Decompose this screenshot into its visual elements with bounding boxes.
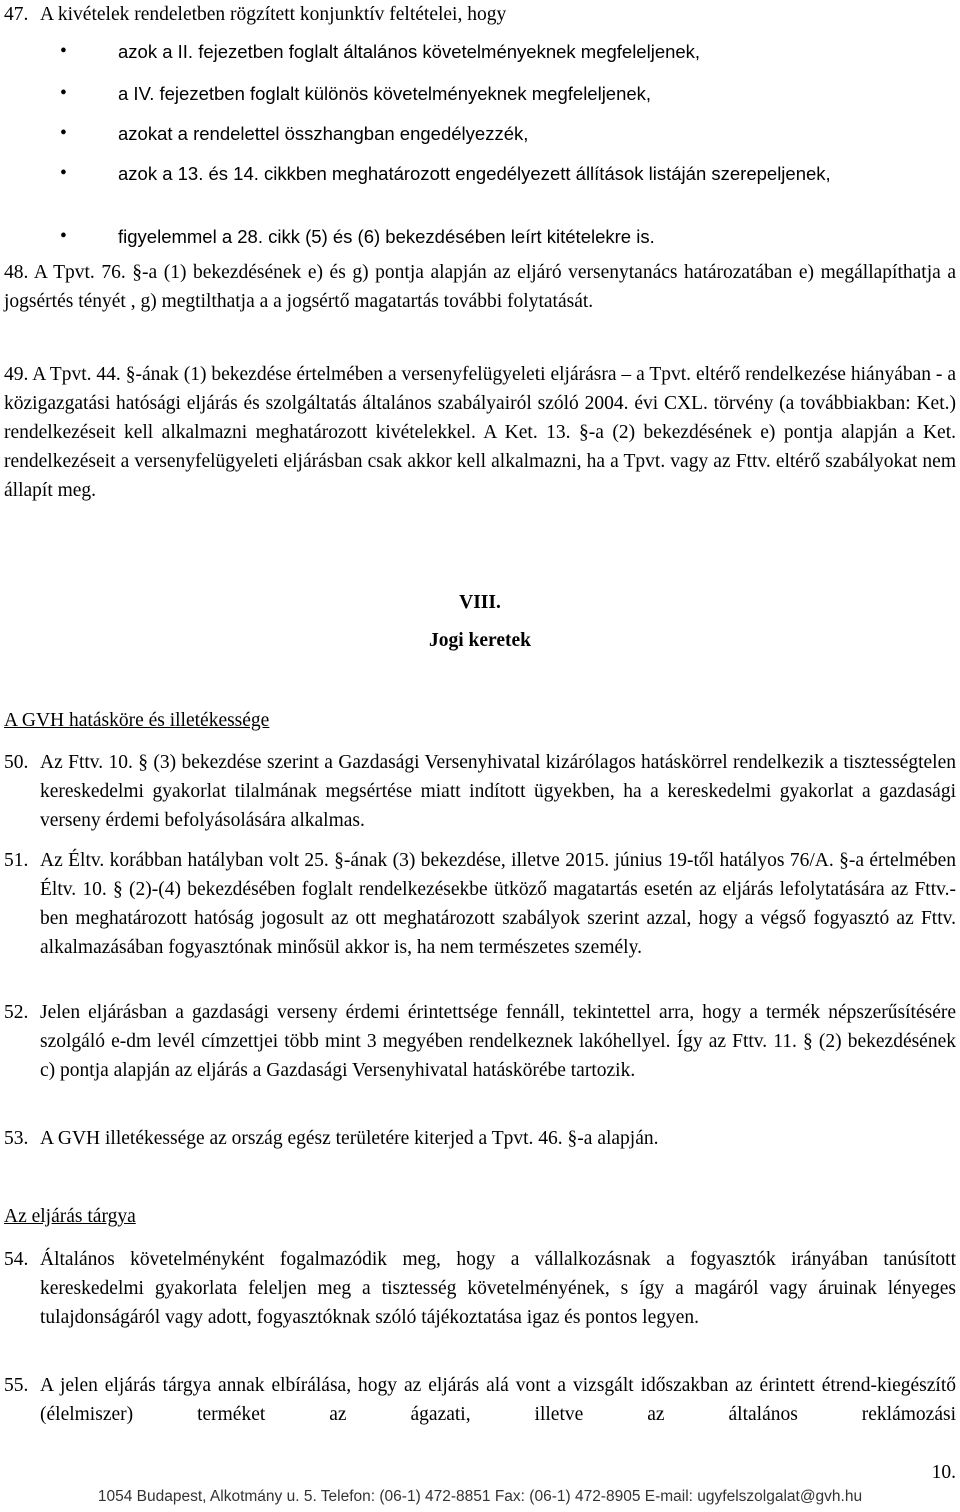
paragraph-53: A GVH illetékessége az ország egész területére kiterjed a Tpvt. 46. §-a alapján. [40,1128,659,1149]
bullet-icon: • [60,226,67,247]
paragraph-number: 50. [4,752,29,773]
page-number: 10. [931,1462,956,1483]
page-footer: 1054 Budapest, Alkotmány u. 5. Telefon: (06-1) 472-8851 Fax: (06-1) 472-8905 E-mail: ugyfelszolgalat@gvh.hu [97,1488,863,1505]
bullet-list [0,37,960,258]
paragraph-number: 53. [4,1128,29,1149]
paragraph-number: 47. [4,4,29,25]
chapter-title: Jogi keretek [429,630,531,651]
paragraph-number: 55. [4,1375,29,1396]
chapter-number: VIII. [459,592,501,613]
list-item: • figyelemmel a 28. cikk (5) és (6) bekezdésében leírt kitételekre is. [0,222,960,258]
paragraph-47: A kivételek rendeletben rögzített konjunktív feltételei, hogy [40,4,507,25]
paragraph-52: Jelen eljárásban a gazdasági verseny érdemi érintettsége fennáll, tekintettel arra, hogy a termék népszerűsítésére szolgáló e-dm levél címzettjei több mint 3 megyében rendelkeznek lakóhellyel. Így az Fttv. 11. § (2) bekezdésének c) pontja alapján az eljárás a Gazdasági Versenyhivatal hatáskörébe tartozik. [40,1002,956,1081]
list-item: • a IV. fejezetben foglalt különös követelményeknek megfeleljenek, [0,79,960,119]
list-item: • azok a II. fejezetben foglalt általános követelményeknek megfeleljenek, [0,37,960,79]
bullet-icon: • [60,41,67,62]
paragraph-49: 49. A Tpvt. 44. §-ának (1) bekezdése értelmében a versenyfelügyeleti eljárásra – a Tpvt. eltérő rendelkezése hiányában - a közigazgatási hatósági eljárás és szolgáltatás általános szabályairól szóló 2004. évi CXL. törvény (a továbbiakban: Ket.) rendelkezéseit kell alkalmazni meghatározott kivételekkel. A Ket. 13. §-a (2) bekezdésének e) pontja alapján a Ket. rendelkezéseit a versenyfelügyeleti eljárásban csak akkor kell alkalmazni, ha a Tpvt. vagy az Fttv. eltérő szabályokat nem állapít meg. [4,364,956,501]
paragraph-number: 54. [4,1249,29,1270]
section-heading: Az eljárás tárgya [4,1206,136,1227]
paragraph-55: A jelen eljárás tárgya annak elbírálása, hogy az eljárás alá vont a vizsgált időszakban az érintett étrend-kiegészítő (élelmiszer) terméket az ágazati, illetve az általános reklámozási [40,1375,956,1425]
paragraph-50: Az Fttv. 10. § (3) bekezdése szerint a Gazdasági Versenyhivatal kizárólagos hatáskörrel rendelkezik a tisztességtelen kereskedelmi gyakorlat tilalmának megsértése miatt indított ügyekben, ha a kereskedelmi gyakorlat a gazdasági verseny érdemi befolyásolására alkalmas. [40,752,956,831]
section-heading: A GVH hatásköre és illetékessége [4,710,270,731]
paragraph-54: Általános követelményként fogalmazódik meg, hogy a vállalkozásnak a fogyasztók irányában tanúsított kereskedelmi gyakorlata feleljen meg a tisztesség követelményének, s így a magáról vagy áruinak lényeges tulajdonságáról vagy adott, fogyasztóknak szóló tájékoztatása igaz és pontos legyen. [40,1249,956,1328]
paragraph-number: 51. [4,850,29,871]
paragraph-number: 52. [4,1002,29,1023]
bullet-icon: • [60,123,67,144]
paragraph-51: Az Éltv. korábban hatályban volt 25. §-ának (3) bekezdése, illetve 2015. június 19-től hatályos 76/A. §-a értelmében Éltv. 10. § (2)-(4) bekezdésében foglalt rendelkezésekbe ütköző magatartás esetén az eljárás lefolytatására az Fttv.-ben meghatározott hatóság jogosult az ott meghatározott szabályok szerint azzal, hogy a végső fogyasztó az Fttv. alkalmazásában fogyasztónak minősül akkor is, ha nem természetes személy. [40,850,956,958]
list-item: • azok a 13. és 14. cikkben meghatározott engedélyezett állítások listáján szerepeljenek, [0,159,960,222]
list-item: • azokat a rendelettel összhangban engedélyezzék, [0,119,960,159]
bullet-icon: • [60,83,67,104]
bullet-icon: • [60,163,67,184]
paragraph-48: 48. A Tpvt. 76. §-a (1) bekezdésének e) és g) pontja alapján az eljáró versenytanács határozatában e) megállapíthatja a jogsértés tényét , g) megtilthatja a a jogsértő magatartás további folytatását. [4,262,956,312]
